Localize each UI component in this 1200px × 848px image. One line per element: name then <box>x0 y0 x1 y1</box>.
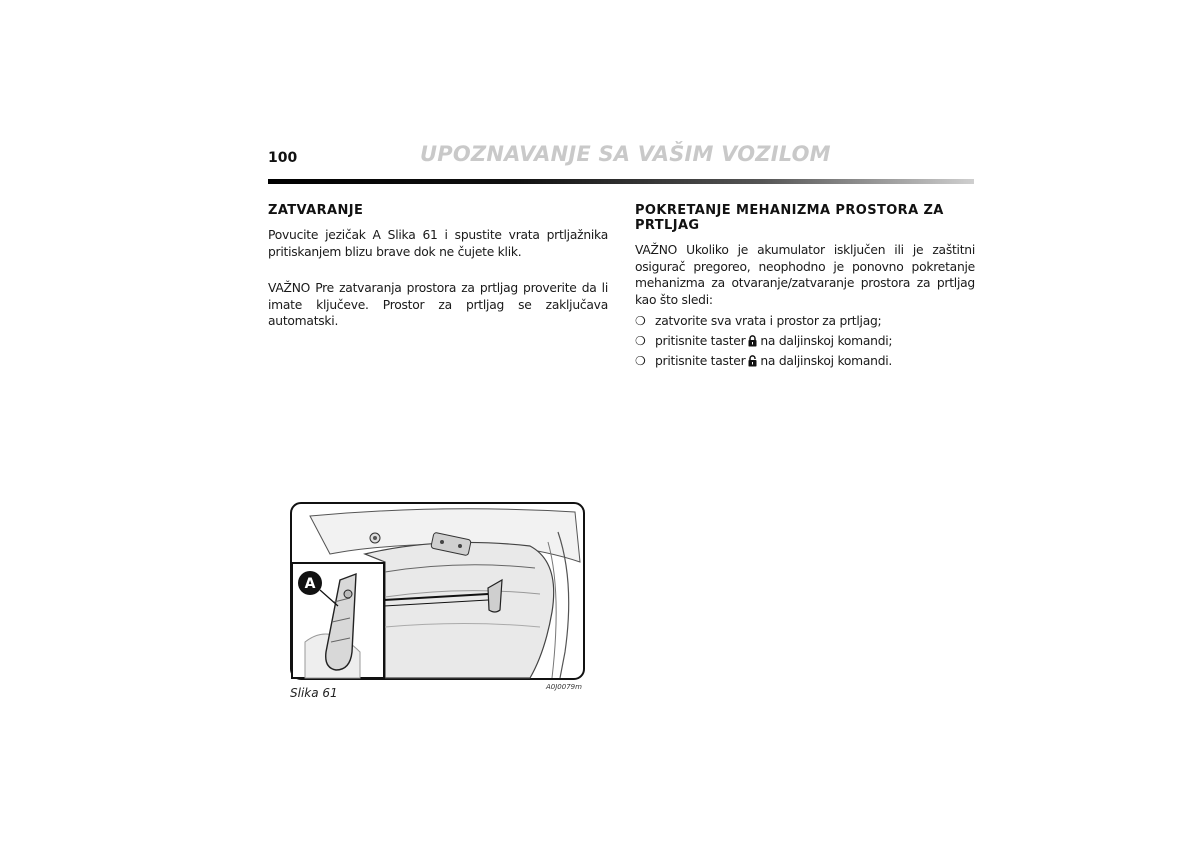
bullet-circle-icon: ❍ <box>635 314 646 328</box>
running-title: UPOZNAVANJE SA VAŠIM VOZILOM <box>420 142 831 166</box>
left-column <box>268 203 608 350</box>
step-text: zatvorite sva vrata i prostor za prtljag; <box>655 314 882 328</box>
step-text-before: pritisnite taster <box>655 334 746 348</box>
closing-instructions: Povucite jezičak A Slika 61 i spustite vrata prtljažnika pritiskanjem blizu brave dok ne čujete klik. <box>268 228 608 259</box>
figure-label-a: A <box>304 576 316 592</box>
trunk-lid-illustration <box>290 502 585 680</box>
reset-intro: VAŽNO Ukoliko je akumulator isključen ili je zaštitni osigurač pregoreo, neophodno je ponovno pokretanje mehanizma za otvaranje/zatvaranje prostora za prtljag kao što sledi: <box>635 243 975 307</box>
bullet-circle-icon: ❍ <box>635 334 646 348</box>
right-column <box>635 203 975 371</box>
reset-steps <box>635 311 975 371</box>
closing-warning: VAŽNO Pre zatvaranja prostora za prtljag proverite da li imate ključeve. Prostor za prtljag se zaključava automatski. <box>268 281 608 328</box>
reset-step-3 <box>635 351 975 371</box>
step-text-before: pritisnite taster <box>655 354 746 368</box>
header-rule <box>268 179 974 184</box>
bullet-circle-icon: ❍ <box>635 354 646 368</box>
figure-code: A0J0079m <box>546 683 582 691</box>
figure-caption: Slika 61 <box>290 686 338 700</box>
page-number: 100 <box>268 150 298 166</box>
section-title-pokretanje: POKRETANJE MEHANIZMA PROSTORA ZA PRTLJAG <box>635 203 944 233</box>
step-text-after: na daljinskoj komandi; <box>760 334 893 348</box>
step-text-after: na daljinskoj komandi. <box>760 354 893 368</box>
section-title-zatvaranje: ZATVARANJE <box>268 203 364 218</box>
lock-icon <box>748 335 757 347</box>
reset-step-1 <box>635 311 975 331</box>
unlock-icon <box>748 355 757 367</box>
reset-step-2 <box>635 331 975 351</box>
